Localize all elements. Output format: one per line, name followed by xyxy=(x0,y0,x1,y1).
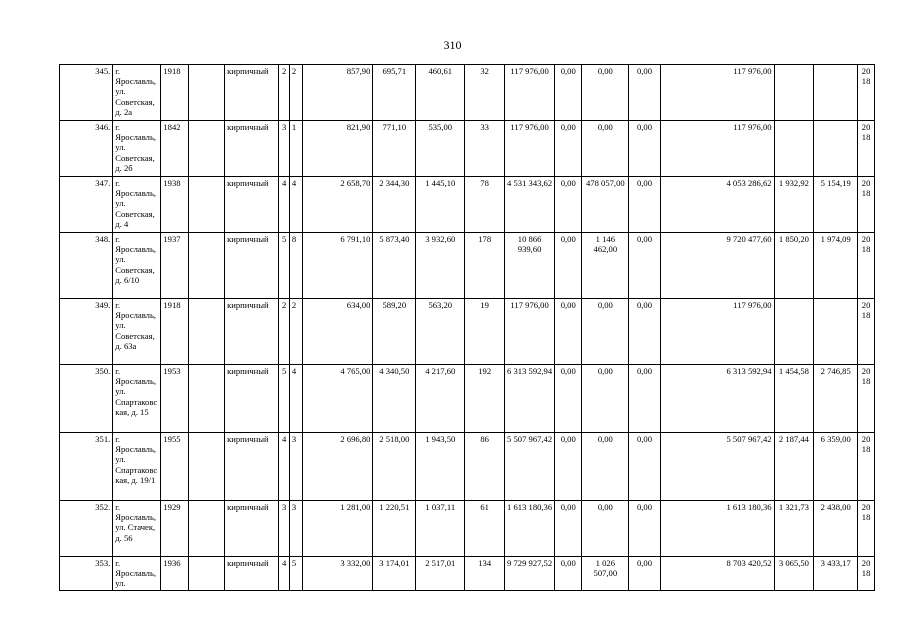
row-number: 353. xyxy=(60,557,113,591)
residential-area-cell: 1 445,10 xyxy=(416,177,465,233)
regional-budget-cell: 0,00 xyxy=(582,433,629,501)
table-row xyxy=(60,557,875,591)
living-area-cell: 1 220,51 xyxy=(373,501,416,557)
entrances-cell: 2 xyxy=(289,299,303,365)
max-unit-cost-cell: 2 746,85 xyxy=(814,365,858,433)
total-area-cell: 6 791,10 xyxy=(303,233,373,299)
planned-year-cell: 2018 xyxy=(858,557,875,591)
max-unit-cost-cell: 1 974,09 xyxy=(814,233,858,299)
table-row xyxy=(60,433,875,501)
empty-cell xyxy=(188,65,225,121)
owners-funds-cell: 4 053 286,62 xyxy=(660,177,774,233)
local-budget-cell: 0,00 xyxy=(629,177,660,233)
build-year-cell: 1955 xyxy=(161,433,188,501)
owners-funds-cell: 1 613 180,36 xyxy=(660,501,774,557)
local-budget-cell: 0,00 xyxy=(629,365,660,433)
total-area-cell: 857,90 xyxy=(303,65,373,121)
entrances-cell: 3 xyxy=(289,501,303,557)
unit-cost-cell: 1 454,58 xyxy=(774,365,814,433)
total-area-cell: 3 332,00 xyxy=(303,557,373,591)
wall-material-cell: кирпичный xyxy=(225,65,279,121)
repair-cost-cell: 117 976,00 xyxy=(505,299,555,365)
living-area-cell: 4 340,50 xyxy=(373,365,416,433)
build-year-cell: 1953 xyxy=(161,365,188,433)
wall-material-cell: кирпичный xyxy=(225,299,279,365)
regional-budget-cell: 1 146 462,00 xyxy=(582,233,629,299)
unit-cost-cell: 1 321,73 xyxy=(774,501,814,557)
repair-cost-cell: 6 313 592,94 xyxy=(505,365,555,433)
wall-material-cell: кирпичный xyxy=(225,501,279,557)
housing-registry-table xyxy=(59,64,875,591)
floors-cell: 2 xyxy=(279,299,289,365)
address-cell: г. Ярославль, ул. Советская, д. 2б xyxy=(113,121,161,177)
fund-cell: 0,00 xyxy=(555,501,582,557)
address-cell: г. Ярославль, ул. Спартаковская, д. 19/1 xyxy=(113,433,161,501)
empty-cell xyxy=(188,299,225,365)
residential-area-cell: 3 932,60 xyxy=(416,233,465,299)
max-unit-cost-cell xyxy=(814,121,858,177)
wall-material-cell: кирпичный xyxy=(225,233,279,299)
fund-cell: 0,00 xyxy=(555,177,582,233)
planned-year-cell: 2018 xyxy=(858,233,875,299)
table-row xyxy=(60,501,875,557)
table-body xyxy=(60,65,875,591)
address-cell: г. Ярославль, ул. Спартаковская, д. 15 xyxy=(113,365,161,433)
regional-budget-cell: 0,00 xyxy=(582,65,629,121)
repair-cost-cell: 4 531 343,62 xyxy=(505,177,555,233)
planned-year-cell: 2018 xyxy=(858,433,875,501)
entrances-cell: 3 xyxy=(289,433,303,501)
total-area-cell: 1 281,00 xyxy=(303,501,373,557)
residents-cell: 86 xyxy=(465,433,505,501)
residential-area-cell: 1 037,11 xyxy=(416,501,465,557)
unit-cost-cell xyxy=(774,299,814,365)
empty-cell xyxy=(188,121,225,177)
floors-cell: 5 xyxy=(279,233,289,299)
address-cell: г. Ярославль, ул. Советская, д. 6/10 xyxy=(113,233,161,299)
owners-funds-cell: 117 976,00 xyxy=(660,121,774,177)
repair-cost-cell: 1 613 180,36 xyxy=(505,501,555,557)
living-area-cell: 2 518,00 xyxy=(373,433,416,501)
table-row xyxy=(60,299,875,365)
residents-cell: 32 xyxy=(465,65,505,121)
max-unit-cost-cell: 5 154,19 xyxy=(814,177,858,233)
residents-cell: 192 xyxy=(465,365,505,433)
row-number: 352. xyxy=(60,501,113,557)
floors-cell: 4 xyxy=(279,177,289,233)
local-budget-cell: 0,00 xyxy=(629,121,660,177)
residents-cell: 134 xyxy=(465,557,505,591)
living-area-cell: 2 344,30 xyxy=(373,177,416,233)
local-budget-cell: 0,00 xyxy=(629,501,660,557)
local-budget-cell: 0,00 xyxy=(629,433,660,501)
row-number: 348. xyxy=(60,233,113,299)
address-cell: г. Ярославль, ул. Советская, д. 63а xyxy=(113,299,161,365)
build-year-cell: 1842 xyxy=(161,121,188,177)
residents-cell: 19 xyxy=(465,299,505,365)
address-cell: г. Ярославль, ул. Советская, д. 4 xyxy=(113,177,161,233)
regional-budget-cell: 1 026 507,00 xyxy=(582,557,629,591)
floors-cell: 3 xyxy=(279,121,289,177)
local-budget-cell: 0,00 xyxy=(629,65,660,121)
residents-cell: 33 xyxy=(465,121,505,177)
build-year-cell: 1938 xyxy=(161,177,188,233)
repair-cost-cell: 117 976,00 xyxy=(505,65,555,121)
unit-cost-cell: 3 065,50 xyxy=(774,557,814,591)
max-unit-cost-cell xyxy=(814,65,858,121)
planned-year-cell: 2018 xyxy=(858,299,875,365)
wall-material-cell: кирпичный xyxy=(225,365,279,433)
build-year-cell: 1929 xyxy=(161,501,188,557)
owners-funds-cell: 117 976,00 xyxy=(660,299,774,365)
empty-cell xyxy=(188,557,225,591)
entrances-cell: 1 xyxy=(289,121,303,177)
build-year-cell: 1936 xyxy=(161,557,188,591)
table-row xyxy=(60,233,875,299)
row-number: 346. xyxy=(60,121,113,177)
owners-funds-cell: 9 720 477,60 xyxy=(660,233,774,299)
entrances-cell: 5 xyxy=(289,557,303,591)
regional-budget-cell: 0,00 xyxy=(582,121,629,177)
regional-budget-cell: 0,00 xyxy=(582,299,629,365)
regional-budget-cell: 0,00 xyxy=(582,501,629,557)
owners-funds-cell: 117 976,00 xyxy=(660,65,774,121)
entrances-cell: 2 xyxy=(289,65,303,121)
planned-year-cell: 2018 xyxy=(858,365,875,433)
row-number: 345. xyxy=(60,65,113,121)
max-unit-cost-cell: 3 433,17 xyxy=(814,557,858,591)
residential-area-cell: 563,20 xyxy=(416,299,465,365)
build-year-cell: 1918 xyxy=(161,299,188,365)
living-area-cell: 771,10 xyxy=(373,121,416,177)
owners-funds-cell: 8 703 420,52 xyxy=(660,557,774,591)
page-number: 310 xyxy=(443,38,462,52)
wall-material-cell: кирпичный xyxy=(225,177,279,233)
table-row xyxy=(60,365,875,433)
floors-cell: 5 xyxy=(279,365,289,433)
table-row xyxy=(60,65,875,121)
residential-area-cell: 4 217,60 xyxy=(416,365,465,433)
fund-cell: 0,00 xyxy=(555,557,582,591)
fund-cell: 0,00 xyxy=(555,299,582,365)
regional-budget-cell: 0,00 xyxy=(582,365,629,433)
fund-cell: 0,00 xyxy=(555,121,582,177)
repair-cost-cell: 10 866 939,60 xyxy=(505,233,555,299)
repair-cost-cell: 117 976,00 xyxy=(505,121,555,177)
row-number: 349. xyxy=(60,299,113,365)
unit-cost-cell xyxy=(774,121,814,177)
planned-year-cell: 2018 xyxy=(858,501,875,557)
regional-budget-cell: 478 057,00 xyxy=(582,177,629,233)
total-area-cell: 634,00 xyxy=(303,299,373,365)
repair-cost-cell: 5 507 967,42 xyxy=(505,433,555,501)
max-unit-cost-cell: 6 359,00 xyxy=(814,433,858,501)
residential-area-cell: 1 943,50 xyxy=(416,433,465,501)
fund-cell: 0,00 xyxy=(555,365,582,433)
residents-cell: 61 xyxy=(465,501,505,557)
owners-funds-cell: 6 313 592,94 xyxy=(660,365,774,433)
wall-material-cell: кирпичный xyxy=(225,433,279,501)
living-area-cell: 695,71 xyxy=(373,65,416,121)
living-area-cell: 5 873,40 xyxy=(373,233,416,299)
floors-cell: 4 xyxy=(279,433,289,501)
planned-year-cell: 2018 xyxy=(858,177,875,233)
build-year-cell: 1937 xyxy=(161,233,188,299)
entrances-cell: 4 xyxy=(289,365,303,433)
table-row xyxy=(60,121,875,177)
repair-cost-cell: 9 729 927,52 xyxy=(505,557,555,591)
total-area-cell: 2 658,70 xyxy=(303,177,373,233)
empty-cell xyxy=(188,233,225,299)
floors-cell: 4 xyxy=(279,557,289,591)
local-budget-cell: 0,00 xyxy=(629,299,660,365)
total-area-cell: 821,90 xyxy=(303,121,373,177)
max-unit-cost-cell: 2 438,00 xyxy=(814,501,858,557)
address-cell: г. Ярославль, ул. Советская, д. 2а xyxy=(113,65,161,121)
entrances-cell: 8 xyxy=(289,233,303,299)
floors-cell: 3 xyxy=(279,501,289,557)
owners-funds-cell: 5 507 967,42 xyxy=(660,433,774,501)
total-area-cell: 2 696,80 xyxy=(303,433,373,501)
residents-cell: 78 xyxy=(465,177,505,233)
entrances-cell: 4 xyxy=(289,177,303,233)
fund-cell: 0,00 xyxy=(555,433,582,501)
unit-cost-cell: 1 932,92 xyxy=(774,177,814,233)
fund-cell: 0,00 xyxy=(555,65,582,121)
row-number: 347. xyxy=(60,177,113,233)
empty-cell xyxy=(188,365,225,433)
residents-cell: 178 xyxy=(465,233,505,299)
empty-cell xyxy=(188,501,225,557)
unit-cost-cell: 2 187,44 xyxy=(774,433,814,501)
build-year-cell: 1918 xyxy=(161,65,188,121)
total-area-cell: 4 765,00 xyxy=(303,365,373,433)
empty-cell xyxy=(188,177,225,233)
unit-cost-cell xyxy=(774,65,814,121)
local-budget-cell: 0,00 xyxy=(629,233,660,299)
planned-year-cell: 2018 xyxy=(858,121,875,177)
fund-cell: 0,00 xyxy=(555,233,582,299)
residential-area-cell: 535,00 xyxy=(416,121,465,177)
wall-material-cell: кирпичный xyxy=(225,121,279,177)
living-area-cell: 3 174,01 xyxy=(373,557,416,591)
address-cell: г. Ярославль, ул. Стачек, д. 56 xyxy=(113,501,161,557)
residential-area-cell: 2 517,01 xyxy=(416,557,465,591)
wall-material-cell: кирпичный xyxy=(225,557,279,591)
row-number: 350. xyxy=(60,365,113,433)
residential-area-cell: 460,61 xyxy=(416,65,465,121)
floors-cell: 2 xyxy=(279,65,289,121)
address-cell: г. Ярославль, ул. xyxy=(113,557,161,591)
table-row xyxy=(60,177,875,233)
local-budget-cell: 0,00 xyxy=(629,557,660,591)
empty-cell xyxy=(188,433,225,501)
row-number: 351. xyxy=(60,433,113,501)
unit-cost-cell: 1 850,20 xyxy=(774,233,814,299)
planned-year-cell: 2018 xyxy=(858,65,875,121)
living-area-cell: 589,20 xyxy=(373,299,416,365)
max-unit-cost-cell xyxy=(814,299,858,365)
